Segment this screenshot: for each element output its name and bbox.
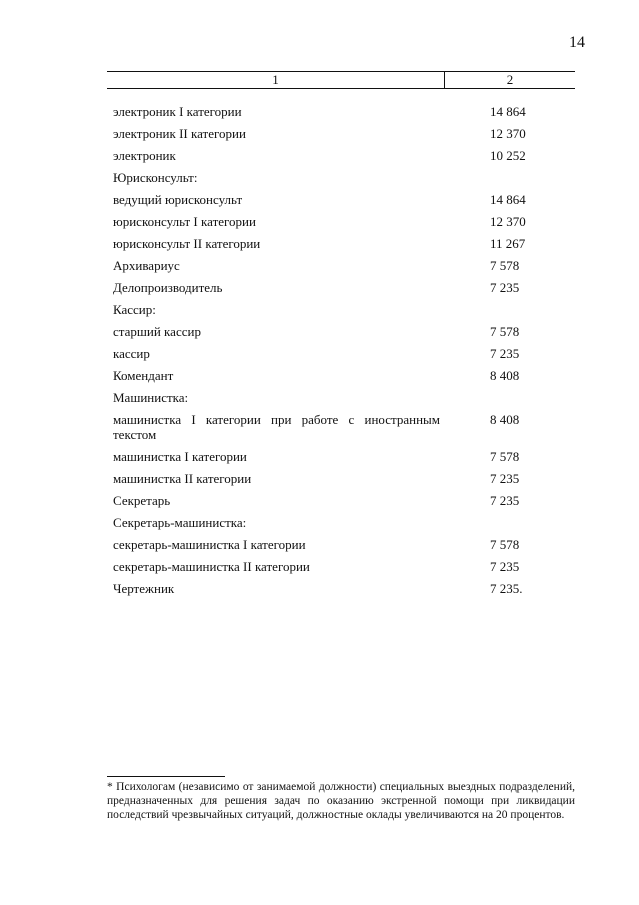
footnote: * Психологам (независимо от занимаемой должности) специальных выездных подразделений, предназначенных для решения задач по оказанию экстренной помощи при ликвидации последствий чрезвычайных ситуаций, должностные оклады увеличиваются на 20 процентов. bbox=[107, 781, 575, 821]
row-label: машинистка I категории bbox=[113, 449, 247, 464]
row-label: Архивариус bbox=[113, 258, 180, 273]
row-value: 7 578 bbox=[490, 324, 520, 339]
row-value: 7 235 bbox=[490, 493, 520, 508]
table-row bbox=[0, 346, 639, 361]
table-row bbox=[0, 214, 639, 229]
table-header bbox=[107, 71, 575, 89]
row-label: старший кассир bbox=[113, 324, 201, 339]
row-label: секретарь-машинистка II категории bbox=[113, 559, 310, 574]
table-row bbox=[0, 258, 639, 273]
row-label: Машинистка: bbox=[113, 390, 189, 405]
row-label: Секретарь bbox=[113, 493, 171, 508]
row-label: Кассир: bbox=[113, 302, 156, 317]
page-number: 14 bbox=[569, 34, 585, 51]
row-value: 10 252 bbox=[490, 148, 526, 163]
table-body bbox=[0, 97, 639, 596]
row-label: электроник I категории bbox=[113, 104, 242, 119]
row-value: 7 235 bbox=[490, 471, 520, 486]
row-value: 7 578 bbox=[490, 258, 520, 273]
table-header-col2: 2 bbox=[506, 72, 514, 87]
table-row bbox=[0, 449, 639, 464]
row-label: электроник bbox=[113, 148, 176, 163]
table-row bbox=[0, 390, 639, 405]
row-value: 7 235. bbox=[490, 581, 523, 596]
row-label: ведущий юрисконсульт bbox=[113, 192, 243, 207]
footnote-separator bbox=[107, 776, 225, 777]
table-row bbox=[0, 493, 639, 508]
table-row bbox=[0, 581, 639, 596]
row-label: Секретарь-машинистка: bbox=[113, 515, 247, 530]
row-label: Делопроизводитель bbox=[113, 280, 223, 295]
row-value: 7 235 bbox=[490, 346, 520, 361]
row-label: машинистка I категории при работе с иностранным текстом bbox=[113, 412, 440, 442]
table-row bbox=[0, 170, 639, 185]
table-row bbox=[0, 559, 639, 574]
table-row bbox=[0, 537, 639, 552]
row-label: юрисконсульт II категории bbox=[113, 236, 261, 251]
row-label: Юрисконсульт: bbox=[113, 170, 198, 185]
table-header-col1: 1 bbox=[272, 72, 279, 87]
table-row bbox=[0, 280, 639, 295]
row-label: кассир bbox=[113, 346, 150, 361]
row-label: Чертежник bbox=[113, 581, 175, 596]
table-row bbox=[0, 412, 639, 442]
row-label: секретарь-машинистка I категории bbox=[113, 537, 306, 552]
row-label: машинистка II категории bbox=[113, 471, 252, 486]
row-value: 12 370 bbox=[490, 126, 526, 141]
row-value: 7 578 bbox=[490, 537, 520, 552]
table-row bbox=[0, 324, 639, 339]
row-value: 8 408 bbox=[490, 368, 520, 383]
row-label: Комендант bbox=[113, 368, 174, 383]
row-value: 12 370 bbox=[490, 214, 526, 229]
row-value: 7 235 bbox=[490, 559, 520, 574]
table-row bbox=[0, 471, 639, 486]
table-row bbox=[0, 192, 639, 207]
table-row bbox=[0, 126, 639, 141]
row-value: 8 408 bbox=[490, 412, 520, 427]
row-value: 14 864 bbox=[490, 104, 526, 119]
row-value: 11 267 bbox=[490, 236, 526, 251]
table-row bbox=[0, 302, 639, 317]
table-row bbox=[0, 515, 639, 530]
row-value: 7 578 bbox=[490, 449, 520, 464]
table-row bbox=[0, 104, 639, 119]
row-label: электроник II категории bbox=[113, 126, 246, 141]
table-row bbox=[0, 148, 639, 163]
table-row bbox=[0, 368, 639, 383]
row-value: 7 235 bbox=[490, 280, 520, 295]
row-value: 14 864 bbox=[490, 192, 526, 207]
row-label: юрисконсульт I категории bbox=[113, 214, 256, 229]
table-row bbox=[0, 236, 639, 251]
